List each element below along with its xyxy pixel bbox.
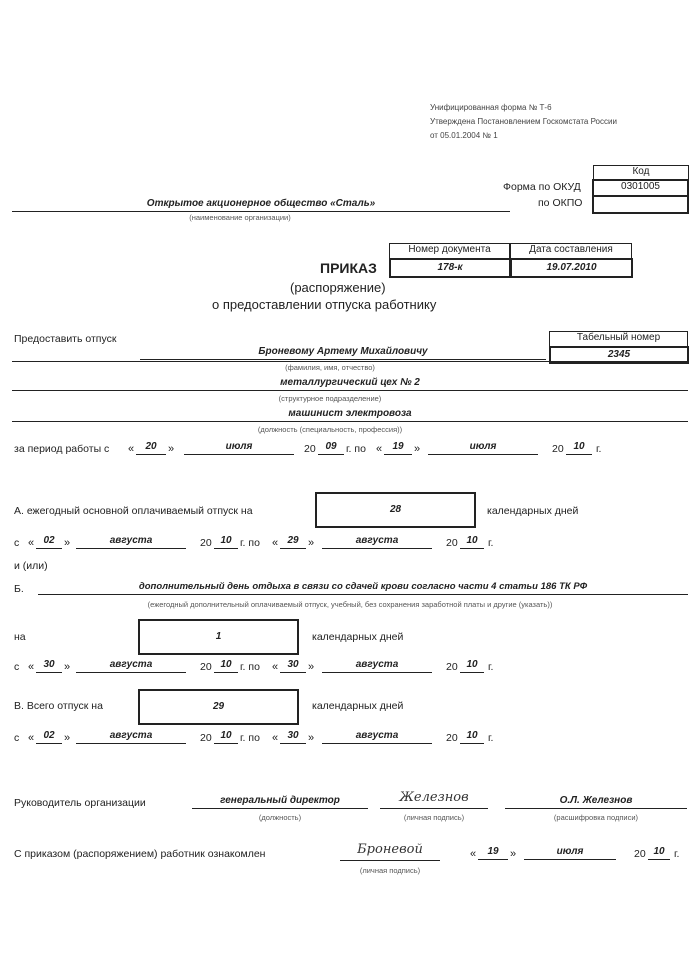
b-to-word: г. по: [240, 661, 260, 673]
work-from-day: 20: [136, 441, 166, 455]
head-signature-caption: (личная подпись): [403, 813, 465, 822]
b-to-day: 30: [280, 659, 306, 673]
section-b-days-label: календарных дней: [312, 631, 404, 643]
tab-number: 2345: [549, 346, 689, 364]
doc-number: 178-к: [389, 258, 511, 278]
section-b-days: 1: [138, 619, 299, 655]
title-about: о предоставлении отпуска работнику: [212, 297, 437, 312]
quote-open: «: [376, 443, 383, 455]
v-to-word: г. по: [240, 732, 260, 744]
v-to-day: 30: [280, 730, 306, 744]
organization-caption: (наименование организации): [189, 213, 291, 222]
quote-open: «: [128, 443, 135, 455]
quote-open: «: [28, 537, 35, 549]
familiarized-label: С приказом (распоряжением) работник ознакомлен: [14, 848, 266, 860]
head-position-caption: (должность): [258, 813, 302, 822]
head-name: О.Л. Железнов: [505, 795, 687, 809]
section-b-on: на: [14, 631, 26, 643]
head-label: Руководитель организации: [14, 797, 146, 809]
okpo-label: по ОКПО: [538, 197, 583, 209]
quote-open: «: [28, 732, 35, 744]
quote-close: »: [414, 443, 421, 455]
b-to-year: 10: [460, 659, 484, 673]
familiarized-signature-line: [340, 842, 440, 861]
tab-number-head: Табельный номер: [549, 331, 688, 347]
quote-close: »: [64, 661, 71, 673]
employee-position: машинист электровоза: [12, 408, 688, 422]
section-b-text: дополнительный день отдыха в связи со сдачей крови согласно части 4 статьи 186 ТК РФ: [38, 581, 688, 595]
section-v-label: В. Всего отпуск на: [14, 700, 103, 712]
quote-open: «: [272, 732, 279, 744]
work-from-month: июля: [184, 441, 294, 455]
a-to-day: 29: [280, 535, 306, 549]
form-header-line2: Утверждена Постановлением Госкомстата России: [430, 117, 617, 126]
quote-open: «: [272, 537, 279, 549]
section-v-days-label: календарных дней: [312, 700, 404, 712]
v-from-year: 10: [214, 730, 238, 744]
quote-open: «: [28, 661, 35, 673]
quote-close: »: [168, 443, 175, 455]
a-year-suffix: г.: [488, 537, 494, 549]
employee-department-caption: (структурное подразделение): [278, 394, 382, 403]
form-header-line1: Унифицированная форма № Т-6: [430, 103, 552, 112]
grant-label: Предоставить отпуск: [14, 333, 117, 345]
work-from-century: 20: [304, 443, 316, 455]
b-to-century: 20: [446, 661, 458, 673]
head-position: генеральный директор: [192, 795, 368, 809]
quote-close: »: [64, 537, 71, 549]
familiarized-month: июля: [524, 846, 616, 860]
a-from-month: августа: [76, 535, 186, 549]
v-to-century: 20: [446, 732, 458, 744]
familiarized-signature-caption: (личная подпись): [359, 866, 421, 875]
v-from-day: 02: [36, 730, 62, 744]
quote-close: »: [308, 732, 315, 744]
title-main: ПРИКАЗ: [320, 260, 377, 276]
familiarized-day: 19: [478, 846, 508, 860]
title-sub: (распоряжение): [290, 280, 386, 295]
section-a-days-label: календарных дней: [487, 505, 579, 517]
v-from-word: с: [14, 732, 20, 744]
employee-name: Броневому Артему Михайловичу: [140, 346, 546, 360]
a-from-century: 20: [200, 537, 212, 549]
okud-value: 0301005: [592, 179, 689, 197]
organization-name: Открытое акционерное общество «Сталь»: [12, 198, 510, 212]
form-header-line3: от 05.01.2004 № 1: [430, 131, 498, 140]
section-a-label: А. ежегодный основной оплачиваемый отпуск на: [14, 505, 253, 517]
v-to-year: 10: [460, 730, 484, 744]
code-head: Код: [593, 165, 689, 181]
b-year-suffix: г.: [488, 661, 494, 673]
v-to-month: августа: [322, 730, 432, 744]
head-signature-line: [380, 790, 488, 809]
quote-close: »: [308, 537, 315, 549]
and-or-label: и (или): [14, 560, 48, 572]
a-to-year: 10: [460, 535, 484, 549]
quote-open: «: [470, 848, 477, 860]
work-to-century: 20: [552, 443, 564, 455]
quote-close: »: [308, 661, 315, 673]
b-from-day: 30: [36, 659, 62, 673]
employee-position-caption: (должность (специальность, профессия)): [257, 425, 403, 434]
quote-close: »: [64, 732, 71, 744]
v-from-month: августа: [76, 730, 186, 744]
b-from-month: августа: [76, 659, 186, 673]
okpo-value: [592, 195, 689, 214]
quote-open: «: [272, 661, 279, 673]
a-from-day: 02: [36, 535, 62, 549]
familiarized-year: 10: [648, 846, 670, 860]
a-to-century: 20: [446, 537, 458, 549]
employee-name-caption: (фамилия, имя, отчество): [285, 363, 375, 372]
v-year-suffix: г.: [488, 732, 494, 744]
work-year-suffix: г.: [596, 443, 602, 455]
familiarized-century: 20: [634, 848, 646, 860]
head-name-caption: (расшифровка подписи): [553, 813, 639, 822]
b-to-month: августа: [322, 659, 432, 673]
section-v-days: 29: [138, 689, 299, 725]
a-to-month: августа: [322, 535, 432, 549]
a-to-word: г. по: [240, 537, 260, 549]
b-from-word: с: [14, 661, 20, 673]
v-from-century: 20: [200, 732, 212, 744]
a-from-word: с: [14, 537, 20, 549]
work-period-label: за период работы с: [14, 443, 110, 455]
work-to-day: 19: [384, 441, 412, 455]
okud-label: Форма по ОКУД: [503, 181, 581, 193]
head-signature: Железнов: [399, 790, 469, 805]
work-to-month: июля: [428, 441, 538, 455]
work-to-year: 10: [566, 441, 592, 455]
work-to-label: г. по: [346, 443, 366, 455]
section-a-days: 28: [315, 492, 476, 528]
section-b-caption: (ежегодный дополнительный оплачиваемый отпуск, учебный, без сохранения заработной платы и другие (указать)): [147, 600, 553, 609]
familiarized-year-suffix: г.: [674, 848, 680, 860]
section-b-label: Б.: [14, 583, 24, 595]
quote-close: »: [510, 848, 517, 860]
doc-number-head: Номер документа: [389, 243, 510, 259]
b-from-century: 20: [200, 661, 212, 673]
doc-date-head: Дата составления: [510, 243, 632, 259]
name-line-extend: [12, 360, 688, 362]
familiarized-signature: Броневой: [357, 842, 423, 857]
employee-department: металлургический цех № 2: [12, 377, 688, 391]
b-from-year: 10: [214, 659, 238, 673]
doc-date: 19.07.2010: [510, 258, 633, 278]
work-from-year: 09: [318, 441, 344, 455]
a-from-year: 10: [214, 535, 238, 549]
